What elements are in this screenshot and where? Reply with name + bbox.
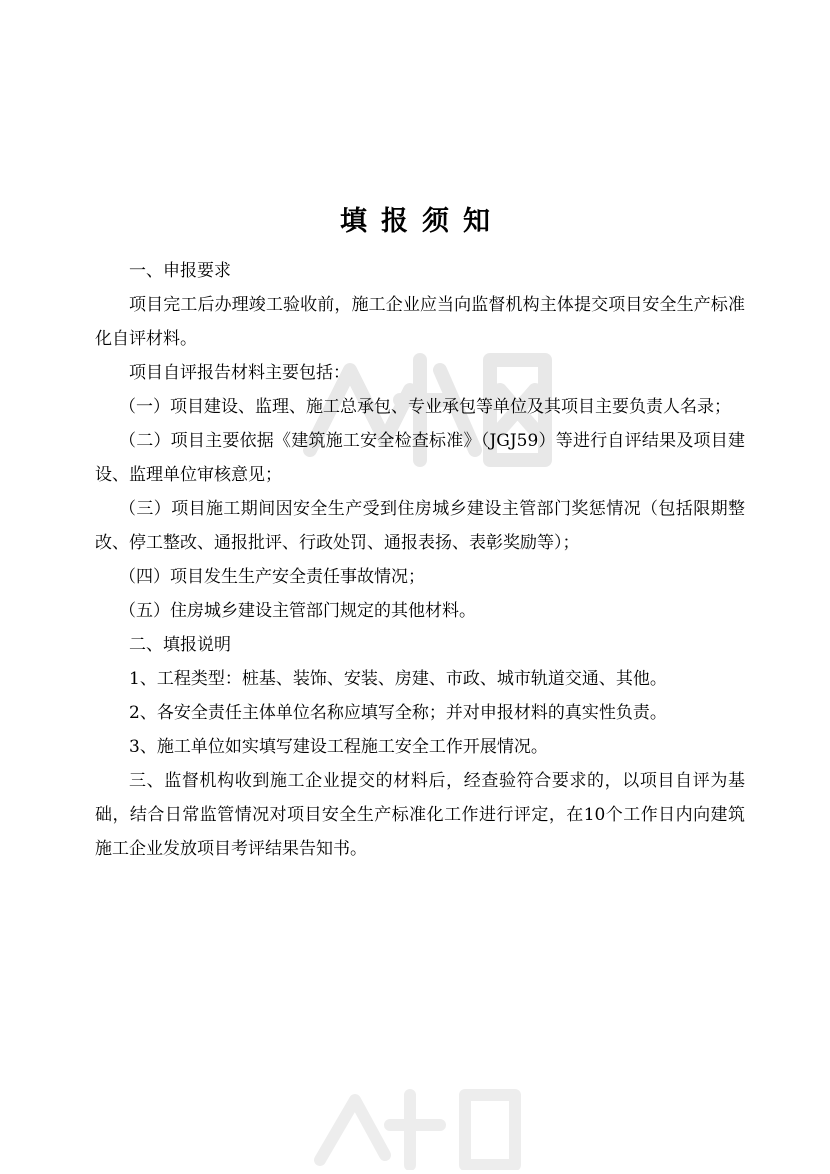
section-paragraph-review: 三、监督机构收到施工企业提交的材料后，经查验符合要求的，以项目自评为基础，结合日常监管情况对项目安全生产标准化工作进行评定，在10个工作日内向建筑施工企业发放项目考评结果告知书。 [95, 771, 745, 859]
paragraph: 项目完工后办理竣工验收前，施工企业应当向监督机构主体提交项目安全生产标准化自评材料。 [95, 295, 745, 349]
page-title: 填报须知 [340, 206, 504, 237]
paragraph: 项目自评报告材料主要包括： [129, 363, 350, 383]
list-item: （五）住房城乡建设主管部门规定的其他材料。 [119, 601, 476, 621]
document-body [95, 254, 745, 866]
list-item: （二）项目主要依据《建筑施工安全检查标准》（JGJ59）等进行自评结果及项目建设、监理单位审核意见； [95, 431, 745, 485]
list-item: （三）项目施工期间因安全生产受到住房城乡建设主管部门奖惩情况（包括限期整改、停工整改、通报批评、行政处罚、通报表扬、表彰奖励等）； [95, 499, 745, 553]
list-item: （一）项目建设、监理、施工总承包、专业承包等单位及其项目主要负责人名录； [119, 397, 731, 417]
list-item: （四）项目发生生产安全责任事故情况； [119, 567, 425, 587]
section-heading-instructions: 二、填报说明 [129, 635, 231, 655]
list-item: 3、施工单位如实填写建设工程施工安全工作开展情况。 [129, 737, 548, 757]
watermark-bottom-icon [300, 1080, 530, 1170]
list-item: 1、工程类型：桩基、装饰、安装、房建、市政、城市轨道交通、其他。 [129, 669, 667, 689]
list-item: 2、各安全责任主体单位名称应填写全称；并对申报材料的真实性负责。 [129, 703, 667, 723]
section-heading-application: 一、申报要求 [129, 261, 231, 281]
